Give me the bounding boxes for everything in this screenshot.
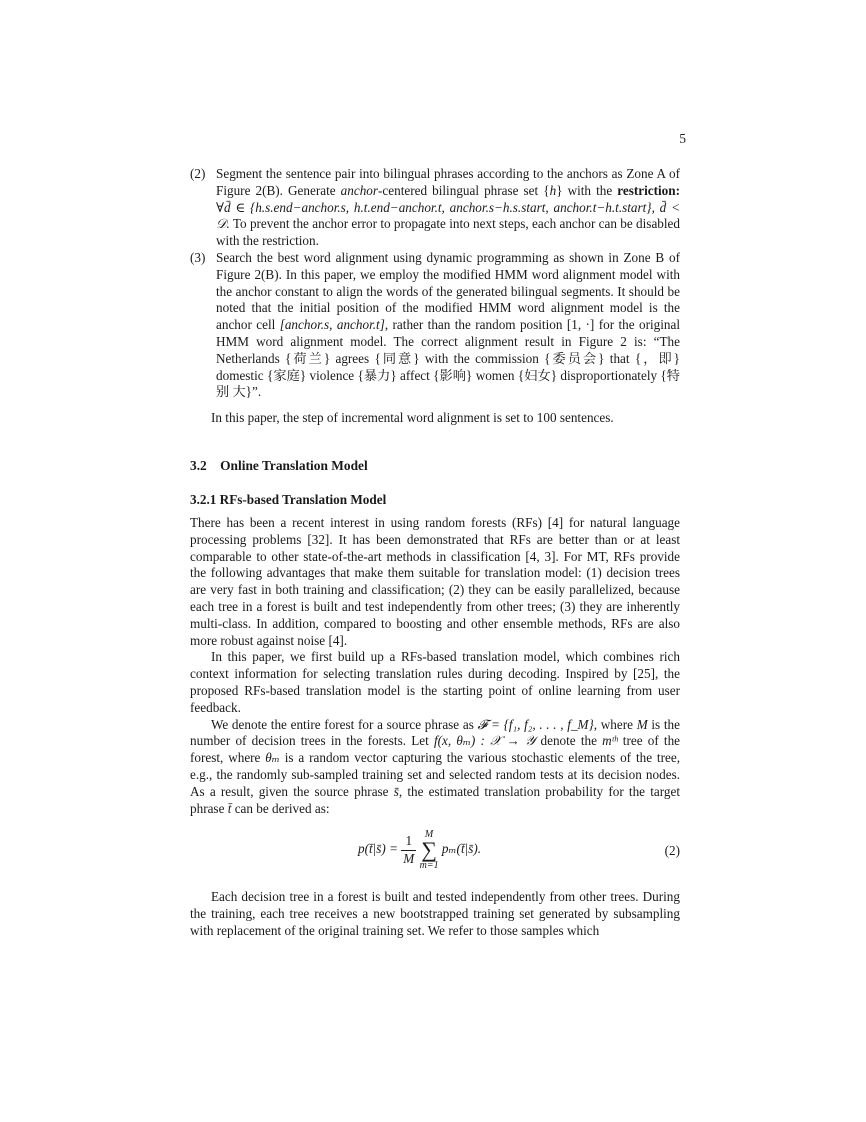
fraction-denominator: M xyxy=(403,850,415,866)
step-text: Search the best word alignment using dynamic programming as shown in Zone B of Figure 2(B). In this paper, we employ the modified HMM word alignment model with the anchor constant to align the words of the generated bilingual segments. It should be noted that the initial position of the modified HMM word alignment model is the anchor cell xyxy=(216,249,680,333)
sum-symbol: ∑ xyxy=(421,837,437,863)
equation-body xyxy=(358,829,481,877)
step-text: To prevent the anchor error to propagate into next steps, each anchor can be disabled with the restriction. xyxy=(216,216,680,249)
paragraph: Each decision tree in a forest is built and tested independently from other trees. During the training, each tree receives a new bootstrapped training set generated by subsampling with replacement of the original training set. We refer to those samples which xyxy=(190,889,680,938)
text-run: can be derived as: xyxy=(231,800,330,816)
step-note: In this paper, the step of incremental word alignment is set to 100 sentences. xyxy=(211,410,614,426)
step-text: Segment the sentence pair into bilingual phrases according to the anchors as Zone A of Figure 2(B). Generate xyxy=(216,166,680,198)
fraction-numerator: 1 xyxy=(401,833,416,851)
text-run: is a random vector capturing the various stochastic elements of the tree, e.g., the randomly sub-sampled training set and selected random tests at its decision nodes. As a result, given the source phrase xyxy=(190,750,680,799)
page-number: 5 xyxy=(679,131,686,146)
step-text: for the original HMM word alignment model. The correct alignment result in Figure 2 is: “The Netherlands {荷兰} agrees {同意} with the commission {委员会} that {，即} domestic {家庭} violence {暴力} affect {影响} women {妇女} disproportionately {特别 大}”. xyxy=(216,317,680,400)
equation-2 xyxy=(190,829,680,877)
random-position: [1, ·] xyxy=(566,317,595,333)
step-item-3 xyxy=(190,250,680,401)
step-number: (3) xyxy=(190,249,206,265)
math-M: M xyxy=(636,716,648,732)
section-title: Online Translation Model xyxy=(220,458,368,473)
text-run: , where xyxy=(593,716,637,732)
anchor-term: anchor xyxy=(340,182,379,198)
equation-number: (2) xyxy=(664,843,680,859)
step-text: , rather than the random position xyxy=(384,317,567,333)
equation-lhs: p(t̄|s̄) = xyxy=(358,841,398,857)
steps-list xyxy=(190,166,680,427)
text-run: denote the xyxy=(535,733,603,749)
subsection-heading xyxy=(190,492,680,509)
math-s: s̄ xyxy=(393,783,399,799)
math-forest: 𝓕 = {f₁, f₂, . . . , f_M} xyxy=(477,716,594,732)
sum-upper: M xyxy=(424,829,434,841)
text-run: We denote the entire forest for a source phrase as xyxy=(211,716,478,732)
section-heading xyxy=(190,458,680,475)
anchor-cell: [anchor.s, anchor.t] xyxy=(279,317,385,333)
subsection-title: RFs-based Translation Model xyxy=(219,492,387,507)
section-number: 3.2 xyxy=(190,458,207,473)
math-h: h xyxy=(549,182,557,198)
forest-paragraph xyxy=(190,717,680,818)
body-text xyxy=(190,515,680,940)
math-theta: θₘ xyxy=(265,750,280,766)
sum-operator xyxy=(420,829,439,871)
math-mth: mᵗʰ xyxy=(602,733,618,749)
text-run: is the number of decision trees in the forests. Let xyxy=(190,716,680,749)
restriction-formula: ∀d̄ ∈ {h.s.end−anchor.s, h.t.end−anchor.t, anchor.s−h.s.start, anchor.t−h.t.start}, d̄ < 𝒟. xyxy=(216,199,680,232)
step-number: (2) xyxy=(190,166,206,181)
step-item-2 xyxy=(190,166,680,250)
math-t: t̄ xyxy=(227,800,232,816)
equation-fraction xyxy=(401,833,416,868)
restriction-label: restriction: xyxy=(617,182,680,198)
text-run: tree of the forest, where xyxy=(190,733,681,766)
subsection-number: 3.2.1 xyxy=(190,492,217,507)
text-run: , the estimated translation probability for the target phrase xyxy=(190,783,680,816)
paragraph: In this paper, we first build up a RFs-based translation model, which combines rich context information for selecting translation rules during decoding. Inspired by [25], the proposed RFs-based translation model is the starting point of online learning from user feedback. xyxy=(190,649,680,715)
step-text: } with the xyxy=(556,182,618,198)
math-function: f(x, θₘ) : 𝒳 → 𝒴 xyxy=(433,733,536,749)
equation-rhs: pₘ(t̄|s̄). xyxy=(441,841,482,857)
step-text: -centered bilingual phrase set { xyxy=(378,182,550,198)
sum-lower: m=1 xyxy=(419,860,439,872)
paragraph: There has been a recent interest in using random forests (RFs) [4] for natural language processing problems [32]. It has been demonstrated that RFs are better than or at least comparable to other state-of-the-art methods in classification [4, 3]. For MT, RFs provide the following advantages that make them suitable for translation model: (1) decision trees are very fast in both training and classification; (2) they can be easily parallelized, because each tree in a forest is built and test independently from other trees; (3) they are inherently multi-class. In addition, compared to boosting and other ensemble methods, RFs are also more robust against noise [4]. xyxy=(190,515,680,648)
